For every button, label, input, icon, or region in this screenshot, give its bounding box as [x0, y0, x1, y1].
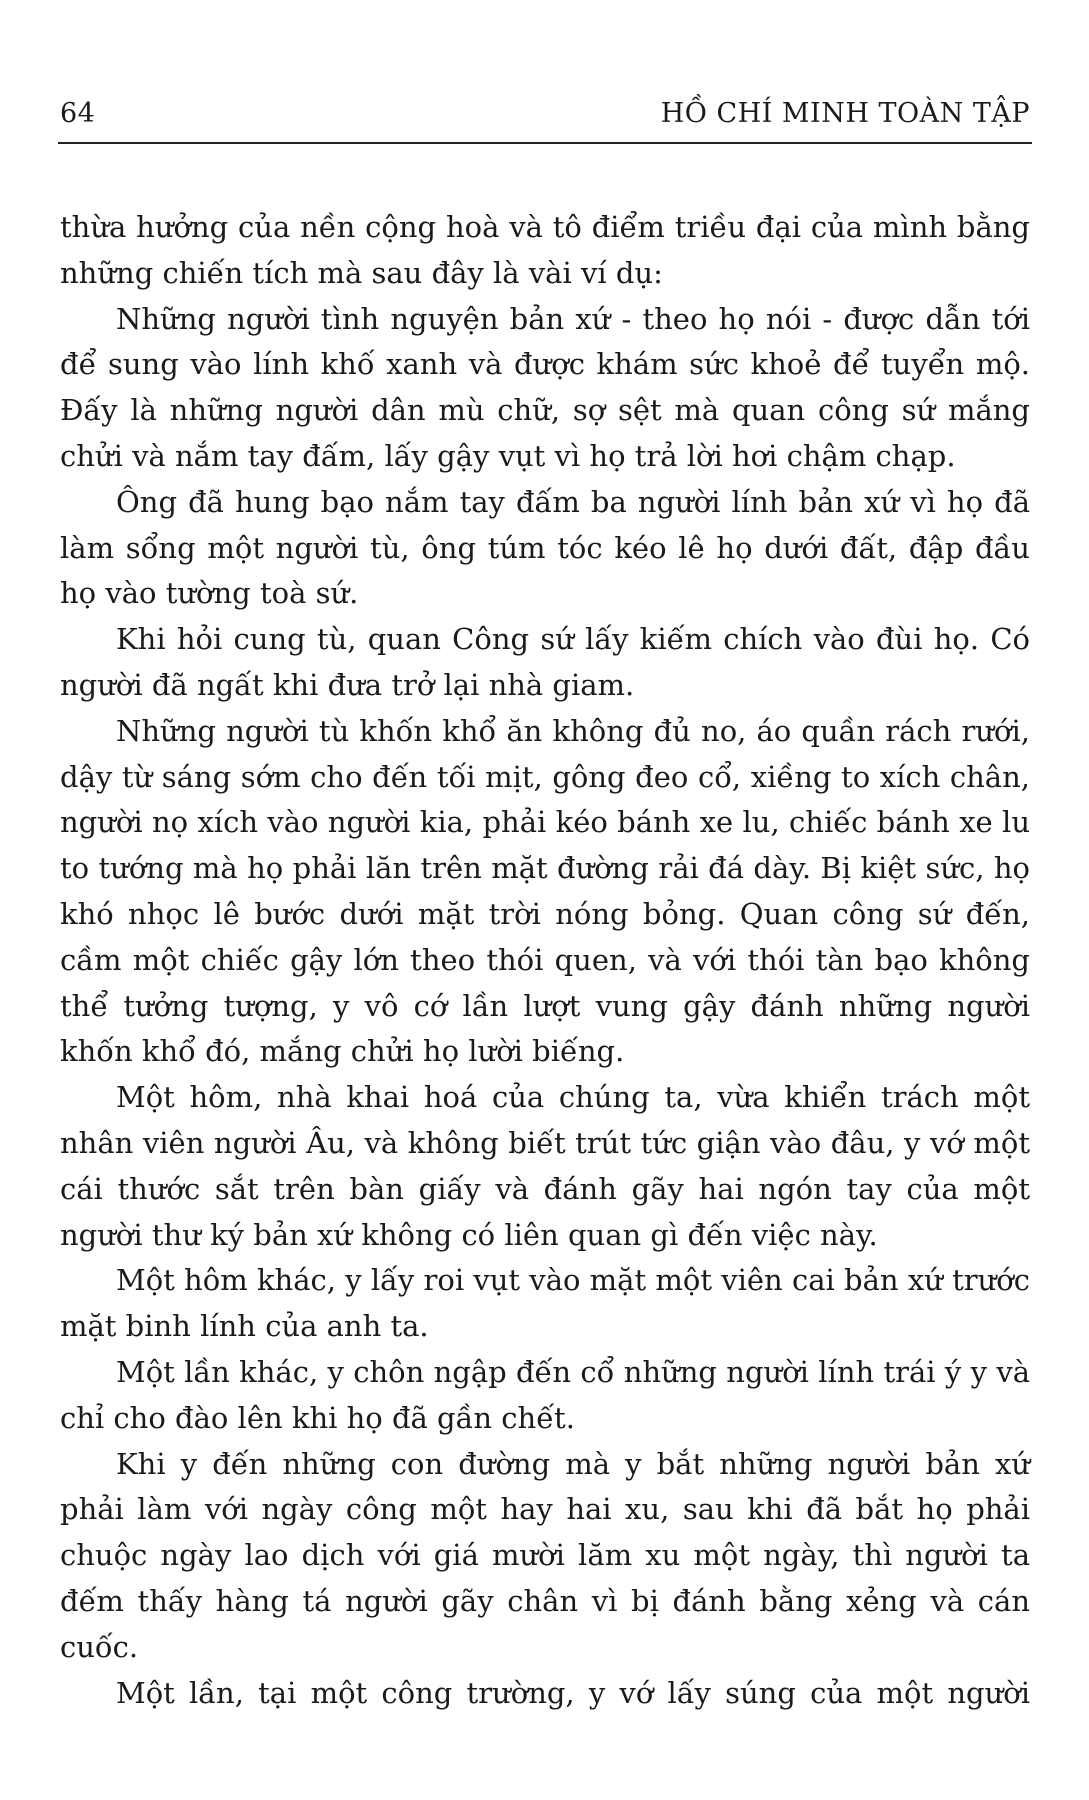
paragraph: Khi hỏi cung tù, quan Công sứ lấy kiếm chích vào đùi họ. Có người đã ngất khi đưa trở lại nhà giam. — [60, 622, 1030, 702]
body-text — [60, 205, 1030, 1716]
running-title: HỒ CHÍ MINH TOÀN TẬP — [660, 98, 1030, 129]
page-number: 64 — [60, 98, 96, 129]
paragraph: Ông đã hung bạo nắm tay đấm ba người lính bản xứ vì họ đã làm sổng một người tù, ông túm tóc kéo lê họ dưới đất, đập đầu họ vào tường toà sứ. — [60, 484, 1030, 611]
paragraph: Khi y đến những con đường mà y bắt những người bản xứ phải làm với ngày công một hay hai xu, sau khi đã bắt họ phải chuộc ngày lao dịch với giá mười lăm xu một ngày, thì người ta đếm thấy hàng tá người gãy chân vì bị đánh bằng xẻng và cán cuốc. — [60, 1446, 1030, 1664]
paragraph: Một hôm, nhà khai hoá của chúng ta, vừa khiển trách một nhân viên người Âu, và không biết trút tức giận vào đâu, y vớ một cái thước sắt trên bàn giấy và đánh gãy hai ngón tay của một người thư ký bản xứ không có liên quan gì đến việc này. — [60, 1080, 1030, 1252]
page-header — [60, 98, 1030, 129]
paragraph: Những người tù khốn khổ ăn không đủ no, áo quần rách rưới, dậy từ sáng sớm cho đến tối mịt, gông đeo cổ, xiềng to xích chân, người nọ xích vào người kia, phải kéo bánh xe lu, chiếc bánh xe lu to tướng mà họ phải lăn trên mặt đường rải đá dày. Bị kiệt sức, họ khó nhọc lê bước dưới mặt trời nóng bỏng. Quan công sứ đến, cầm một chiếc gậy lớn theo thói quen, và với thói tàn bạo không thể tưởng tượng, y vô cớ lần lượt vung gậy đánh những người khốn khổ đó, mắng chửi họ lười biếng. — [60, 713, 1030, 1069]
paragraph: thừa hưởng của nền cộng hoà và tô điểm triều đại của mình bằng những chiến tích mà sau đây là vài ví dụ: — [60, 210, 1030, 290]
paragraph: Một lần khác, y chôn ngập đến cổ những người lính trái ý y và chỉ cho đào lên khi họ đã gần chết. — [60, 1354, 1030, 1435]
paragraph: Một lần, tại một công trường, y vớ lấy súng của một người — [116, 1675, 1030, 1710]
paragraph: Một hôm khác, y lấy roi vụt vào mặt một viên cai bản xứ trước mặt binh lính của anh ta. — [60, 1263, 1030, 1344]
paragraph: Những người tình nguyện bản xứ - theo họ nói - được dẫn tới để sung vào lính khố xanh và được khám sức khoẻ để tuyển mộ. Đấy là những người dân mù chữ, sợ sệt mà quan công sứ mắng chửi và nắm tay đấm, lấy gậy vụt vì họ trả lời hơi chậm chạp. — [60, 301, 1030, 473]
header-rule — [58, 142, 1032, 144]
